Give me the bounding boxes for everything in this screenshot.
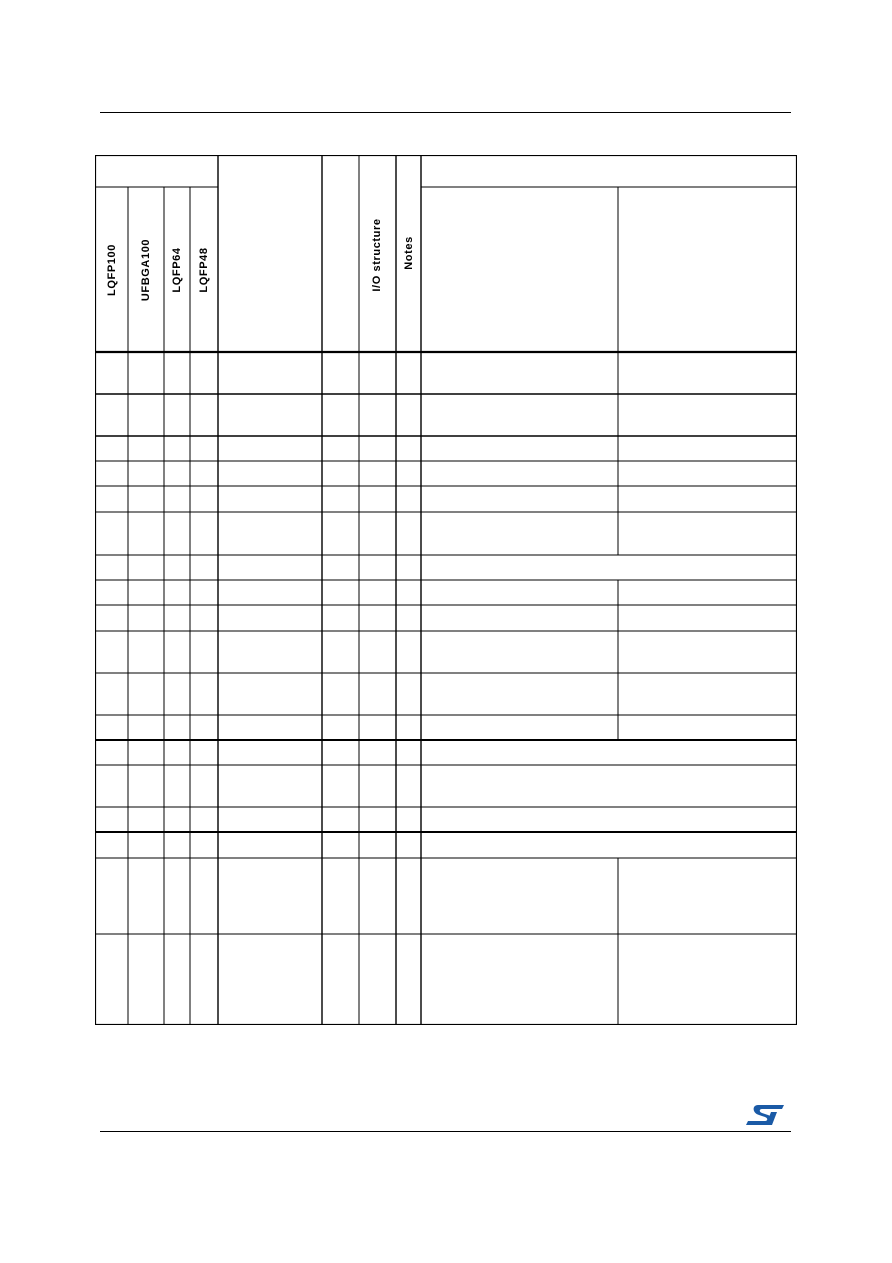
header-lqfp64: LQFP64 <box>171 247 183 293</box>
header-lqfp100: LQFP100 <box>106 244 118 296</box>
header-lqfp48: LQFP48 <box>198 247 210 293</box>
header-notes: Notes <box>403 236 415 270</box>
header-ufbga100: UFBGA100 <box>140 238 152 302</box>
header-rule <box>100 112 791 113</box>
footer-rule <box>100 1131 791 1132</box>
st-logo-icon <box>744 1103 788 1127</box>
st-logo <box>744 1103 788 1127</box>
header-io-structure: I/O structure <box>371 218 383 292</box>
